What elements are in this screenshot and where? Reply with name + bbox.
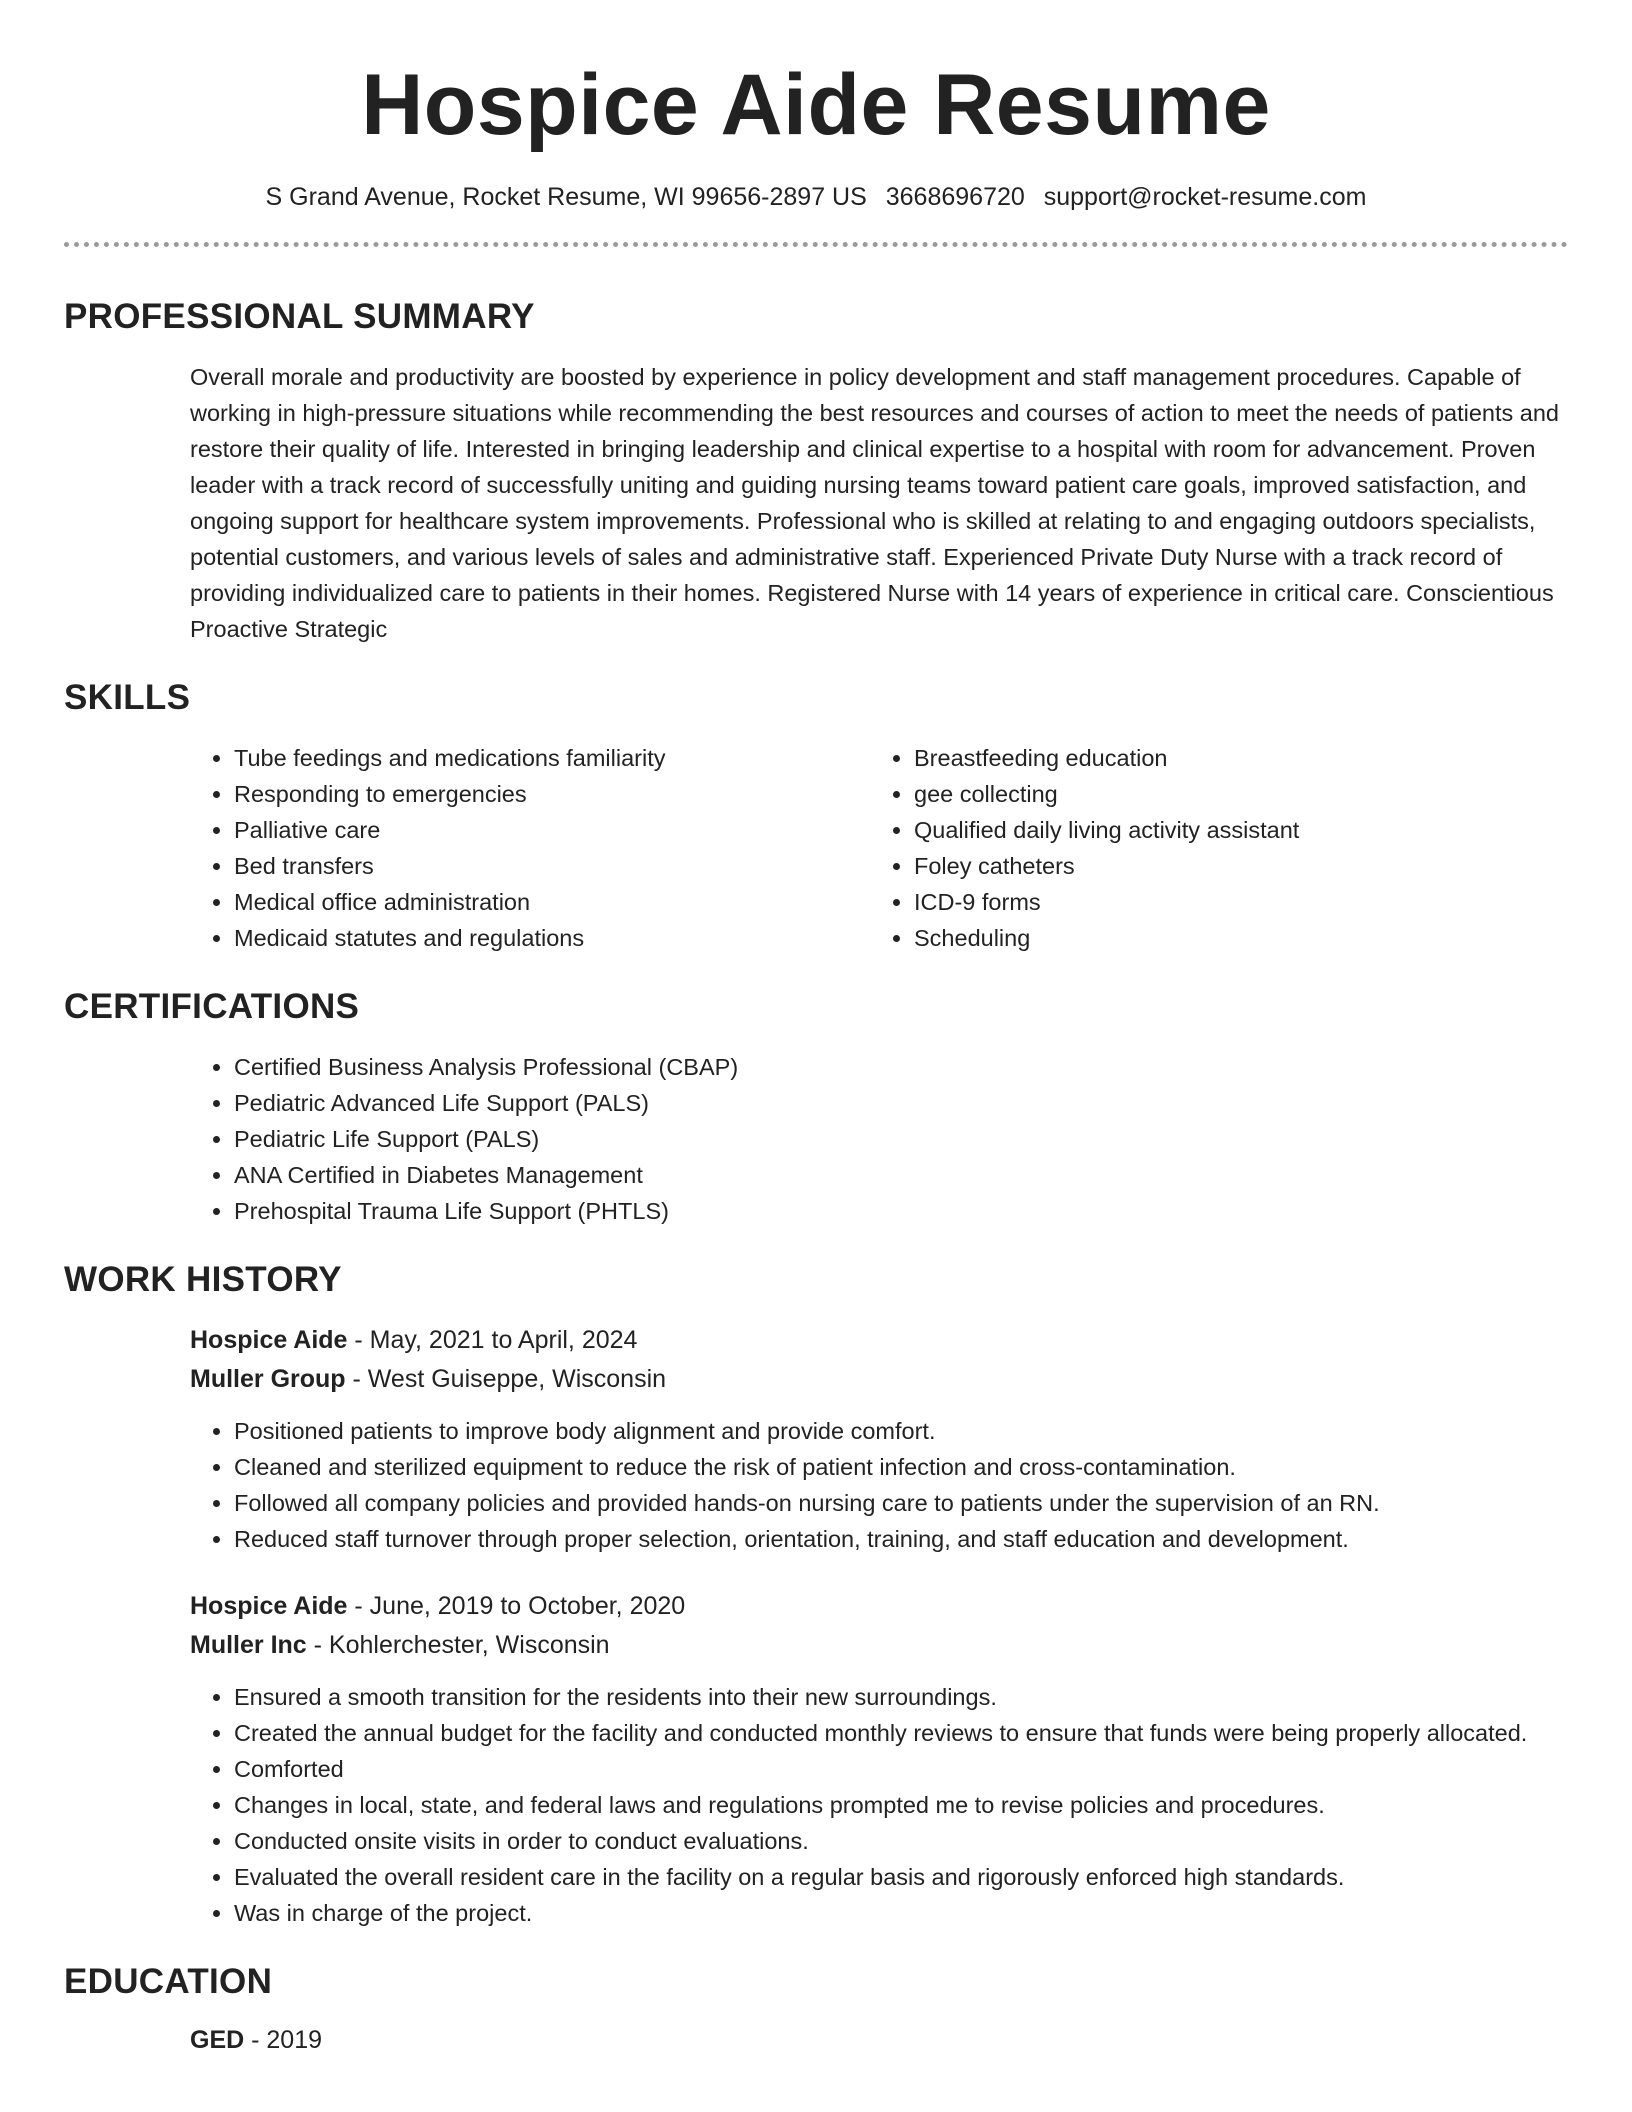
job-bullet: • Evaluated the overall resident care in the facility on a regular basis and rigorously enforced high standards. — [234, 1859, 1568, 1895]
job-title-line — [190, 1321, 1568, 1360]
job-role: Hospice Aide — [190, 1326, 348, 1354]
job-company-line — [190, 1360, 1568, 1399]
skill-item: • Medicaid statutes and regulations — [234, 920, 870, 956]
contact-email[interactable]: support@rocket-resume.com — [1043, 183, 1367, 211]
section-title-work-history: WORK HISTORY — [64, 1260, 342, 1299]
skills-section — [64, 680, 1568, 956]
section-title-certifications: CERTIFICATIONS — [64, 987, 360, 1026]
job-bullet: • Changes in local, state, and federal laws and regulations prompted me to revise policies and procedures. — [234, 1787, 1568, 1823]
job-bullet: • Ensured a smooth transition for the residents into their new surroundings. — [234, 1679, 1568, 1715]
skill-item: • Foley catheters — [914, 848, 1550, 884]
work-history-section — [64, 1262, 1568, 1931]
section-title-skills: SKILLS — [64, 678, 191, 717]
summary-text: Overall morale and productivity are boosted by experience in policy development and staff management procedures. Capable of working in high-pressure situations while recommending the best resources and courses of action to meet the needs of patients and restore their quality of life. Interested in bringing leadership and clinical expertise to a hospital with room for advancement. Proven leader with a track record of successfully uniting and guiding nursing teams toward patient care goals, improved satisfaction, and ongoing support for healthcare system improvements. Professional who is skilled at relating to and engaging outdoors specialists, potential customers, and various levels of sales and administrative staff. Experienced Private Duty Nurse with a track record of providing individualized care to patients in their homes. Registered Nurse with 14 years of experience in critical care. Conscientious Proactive Strategic — [190, 364, 1559, 642]
skill-item: • Medical office administration — [234, 884, 870, 920]
job-bullets — [190, 1413, 1568, 1557]
contact-line — [64, 182, 1568, 212]
job-bullet: • Followed all company policies and provided hands-on nursing care to patients under the supervision of an RN. — [234, 1485, 1568, 1521]
contact-phone: 3668696720 — [885, 183, 1025, 211]
job-bullet: • Conducted onsite visits in order to conduct evaluations. — [234, 1823, 1568, 1859]
summary-section — [64, 299, 1568, 647]
certification-item: • ANA Certified in Diabetes Management — [234, 1157, 1568, 1193]
section-title-education: EDUCATION — [64, 1962, 273, 2001]
resume-name: Hospice Aide Resume — [361, 57, 1271, 153]
job-bullet: • Was in charge of the project. — [234, 1895, 1568, 1931]
job-dates: - June, 2019 to October, 2020 — [347, 1592, 686, 1620]
certifications-list — [190, 1049, 1568, 1229]
education-section — [64, 1964, 1568, 2060]
skills-list-right — [870, 740, 1550, 956]
certifications-section — [64, 989, 1568, 1229]
skill-item: • Tube feedings and medications familiarity — [234, 740, 870, 776]
job-title-line — [190, 1587, 1568, 1626]
header-divider — [64, 242, 1568, 247]
certification-item: • Pediatric Advanced Life Support (PALS) — [234, 1085, 1568, 1121]
certification-item: • Pediatric Life Support (PALS) — [234, 1121, 1568, 1157]
skill-item: • Bed transfers — [234, 848, 870, 884]
job-bullet: • Reduced staff turnover through proper selection, orientation, training, and staff education and development. — [234, 1521, 1568, 1557]
job-bullet: • Positioned patients to improve body alignment and provide comfort. — [234, 1413, 1568, 1449]
skill-item: • Qualified daily living activity assistant — [914, 812, 1550, 848]
job-location: - Kohlerchester, Wisconsin — [306, 1631, 610, 1659]
certification-item: • Prehospital Trauma Life Support (PHTLS) — [234, 1193, 1568, 1229]
job-location: - West Guiseppe, Wisconsin — [345, 1365, 667, 1393]
job-bullet: • Comforted — [234, 1751, 1568, 1787]
skill-item: • Scheduling — [914, 920, 1550, 956]
job-company-line — [190, 1626, 1568, 1665]
skill-item: • gee collecting — [914, 776, 1550, 812]
job-bullet: • Cleaned and sterilized equipment to reduce the risk of patient infection and cross-contamination. — [234, 1449, 1568, 1485]
job-role: Hospice Aide — [190, 1592, 348, 1620]
job-bullet: • Created the annual budget for the facility and conducted monthly reviews to ensure that funds were being properly allocated. — [234, 1715, 1568, 1751]
job-entry — [64, 1321, 1568, 1557]
contact-address: S Grand Avenue, Rocket Resume, WI 99656-2897 US — [265, 183, 867, 211]
job-company: Muller Inc — [190, 1631, 307, 1659]
job-company: Muller Group — [190, 1365, 346, 1393]
section-title-summary: PROFESSIONAL SUMMARY — [64, 297, 535, 336]
skill-item: • Responding to emergencies — [234, 776, 870, 812]
education-year: - 2019 — [244, 2026, 323, 2054]
education-degree: GED — [190, 2026, 245, 2054]
skill-item: • ICD-9 forms — [914, 884, 1550, 920]
skills-list-left — [190, 740, 870, 956]
job-entry — [64, 1587, 1568, 1931]
skill-item: • Breastfeeding education — [914, 740, 1550, 776]
skill-item: • Palliative care — [234, 812, 870, 848]
job-dates: - May, 2021 to April, 2024 — [347, 1326, 638, 1354]
certification-item: • Certified Business Analysis Professional (CBAP) — [234, 1049, 1568, 1085]
education-line — [190, 2021, 1568, 2060]
job-bullets — [190, 1679, 1568, 1931]
